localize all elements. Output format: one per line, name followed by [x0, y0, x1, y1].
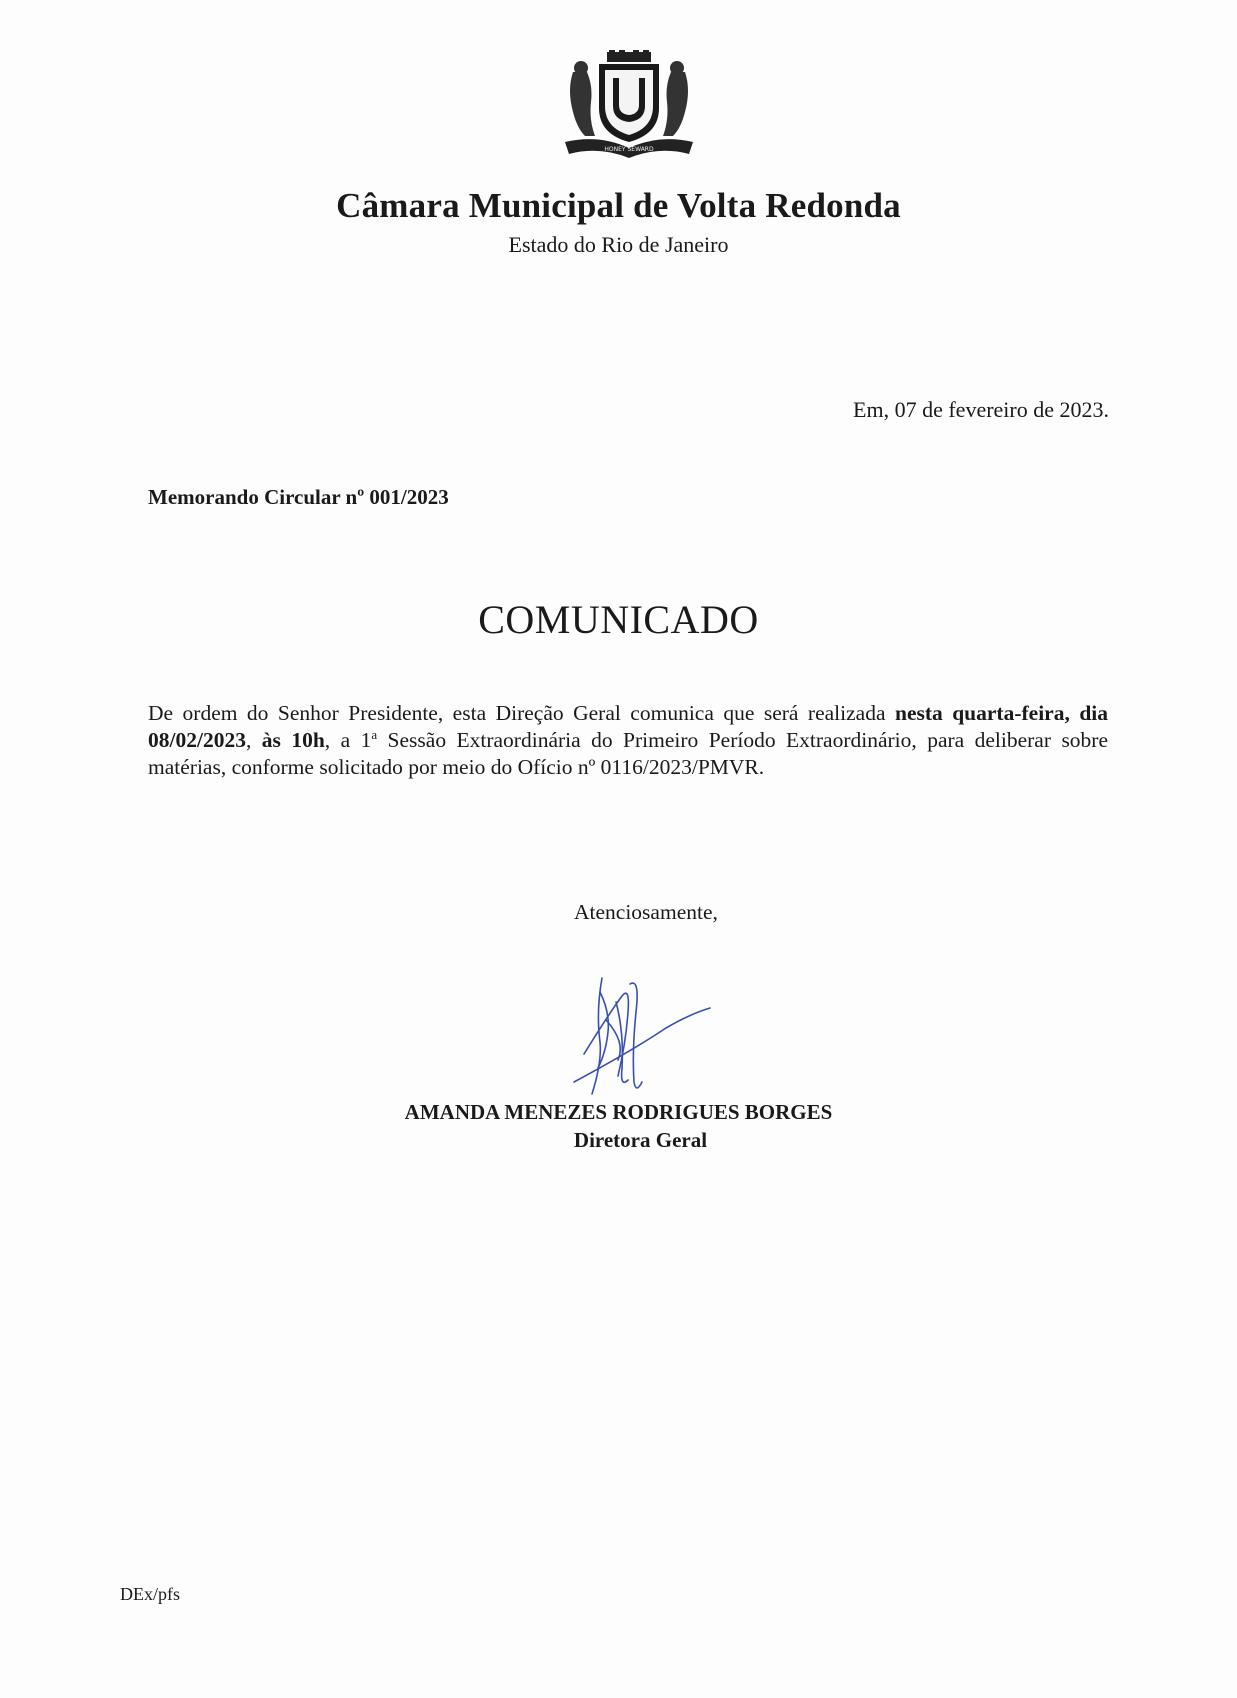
signer-role: Diretora Geral [573, 1128, 708, 1152]
body-text-part: , [245, 728, 262, 752]
body-text-part: , a 1 [324, 728, 372, 752]
crest-motto: HONEY SEWARD [604, 146, 654, 153]
footer-reference: DEx/pfs [120, 1584, 180, 1604]
body-text-part: Sessão Extraordinária do Primeiro Período Extraordinário, para deliberar sobre matérias, conforme solicitado por meio do Ofício nº 0116/2023/PMVR. [148, 728, 1109, 779]
body-text-part: De ordem do Senhor Presidente, esta Direção Geral comunica que será realizada [148, 701, 895, 725]
organization-state: Estado do Rio de Janeiro [508, 232, 729, 257]
body-bold-time: às 10h [261, 728, 325, 752]
document-date: Em, 07 de fevereiro de 2023. [853, 397, 1109, 422]
coat-of-arms-emblem [559, 50, 699, 158]
memo-number: Memorando Circular nº 001/2023 [148, 485, 449, 509]
ordinal-indicator: a [371, 726, 378, 742]
signer-name: AMANDA MENEZES RODRIGUES BORGES [404, 1100, 833, 1124]
closing-salutation: Atenciosamente, [574, 900, 718, 924]
document-title: COMUNICADO [478, 597, 759, 642]
body-bold-date: nesta quarta-feira, dia 08/02/2023 [148, 701, 1108, 752]
handwritten-signature [570, 972, 720, 1100]
organization-name: Câmara Municipal de Volta Redonda [336, 186, 901, 225]
body-paragraph [148, 700, 1108, 781]
